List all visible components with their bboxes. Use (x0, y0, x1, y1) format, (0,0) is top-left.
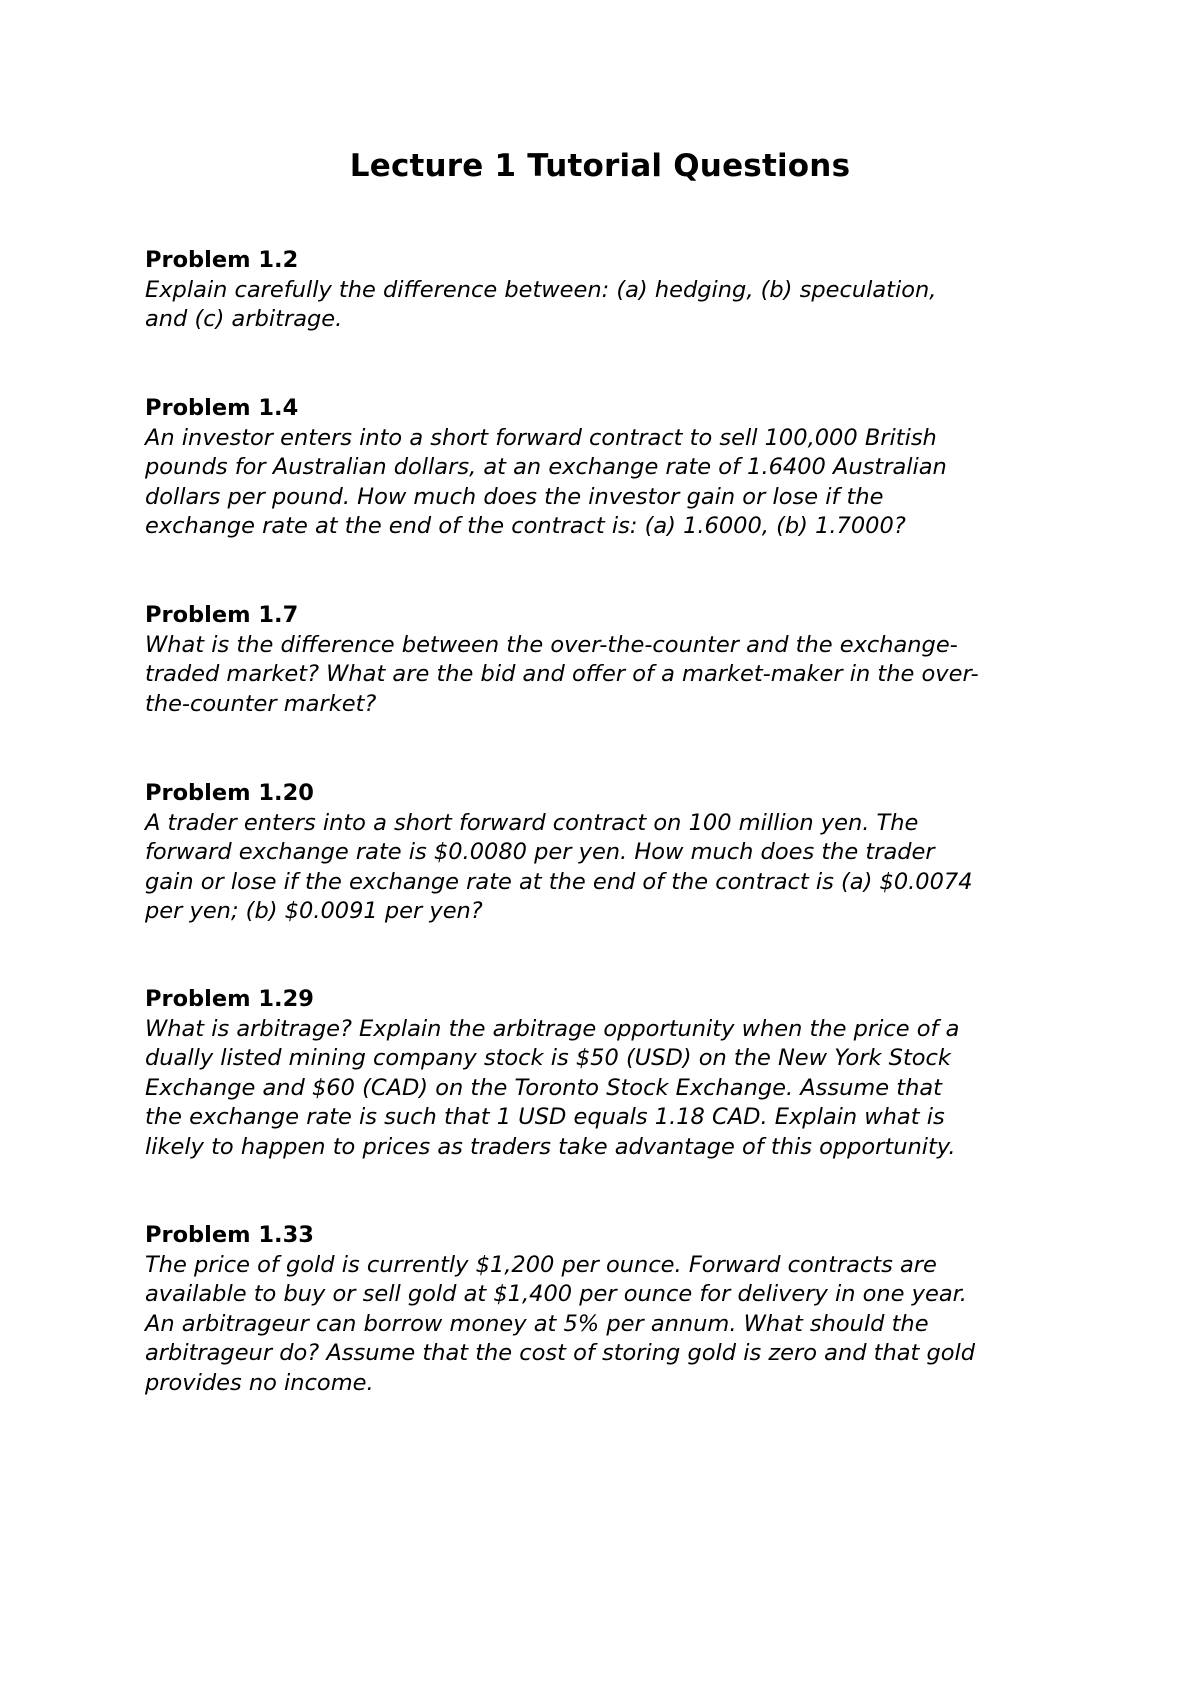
problem-text-line: What is the difference between the over-the-counter and the exchange- (145, 631, 958, 658)
problem-heading: Problem 1.33 (145, 1222, 314, 1248)
problem-text-line: available to buy or sell gold at $1,400 per ounce for delivery in one year. (145, 1281, 967, 1307)
problem-text (145, 1251, 1075, 1399)
problem-text-line: the exchange rate is such that 1 USD equals 1.18 CAD. Explain what is (145, 1104, 945, 1130)
problem-text (145, 424, 1075, 542)
problem-text-line: forward exchange rate is $0.0080 per yen. How much does the trader (145, 839, 935, 865)
problem-text-line: the-counter market? (145, 690, 377, 717)
problem-block (145, 779, 1075, 927)
problem-text (145, 631, 1075, 720)
problem-text-line: provides no income. (145, 1369, 374, 1396)
problem-block (145, 601, 1075, 719)
problem-heading: Problem 1.20 (145, 780, 314, 806)
problem-text-line: dually listed mining company stock is $50 (USD) on the New York Stock (145, 1045, 951, 1071)
problem-text-line: The price of gold is currently $1,200 per ounce. Forward contracts are (145, 1251, 937, 1278)
problem-heading: Problem 1.7 (145, 602, 299, 628)
problem-text-line: per yen; (b) $0.0091 per yen? (145, 898, 483, 924)
problem-heading: Problem 1.29 (145, 986, 314, 1012)
problem-heading: Problem 1.4 (145, 395, 299, 421)
problem-text-line: gain or lose if the exchange rate at the end of the contract is (a) $0.0074 (145, 868, 973, 895)
problem-text-line: traded market? What are the bid and offer of a market-maker in the over- (145, 661, 979, 687)
page-title: Lecture 1 Tutorial Questions (349, 148, 851, 184)
problem-block (145, 1221, 1075, 1398)
problem-text-line: dollars per pound. How much does the investor gain or lose if the (145, 483, 884, 510)
problem-block (145, 394, 1075, 542)
problem-text-line: exchange rate at the end of the contract is: (a) 1.6000, (b) 1.7000? (145, 513, 906, 539)
problem-text-line: pounds for Australian dollars, at an exchange rate of 1.6400 Australian (145, 454, 947, 480)
problem-block (145, 985, 1075, 1162)
problem-text (145, 1015, 1075, 1163)
problem-text-line: An arbitrageur can borrow money at 5% per annum. What should the (145, 1310, 929, 1337)
problem-text-line: Exchange and $60 (CAD) on the Toronto Stock Exchange. Assume that (145, 1074, 942, 1101)
problem-text-line: A trader enters into a short forward contract on 100 million yen. The (145, 809, 919, 836)
problem-text (145, 276, 1075, 335)
problem-text (145, 809, 1075, 927)
problem-block (145, 246, 1075, 335)
problem-text-line: and (c) arbitrage. (145, 306, 343, 332)
problem-heading: Problem 1.2 (145, 247, 299, 273)
problem-text-line: An investor enters into a short forward contract to sell 100,000 British (145, 424, 937, 451)
problem-text-line: likely to happen to prices as traders take advantage of this opportunity. (145, 1133, 956, 1160)
problem-text-line: What is arbitrage? Explain the arbitrage opportunity when the price of a (145, 1015, 960, 1042)
problem-text-line: arbitrageur do? Assume that the cost of storing gold is zero and that gold (145, 1340, 976, 1366)
problem-text-line: Explain carefully the difference between: (a) hedging, (b) speculation, (145, 276, 937, 303)
